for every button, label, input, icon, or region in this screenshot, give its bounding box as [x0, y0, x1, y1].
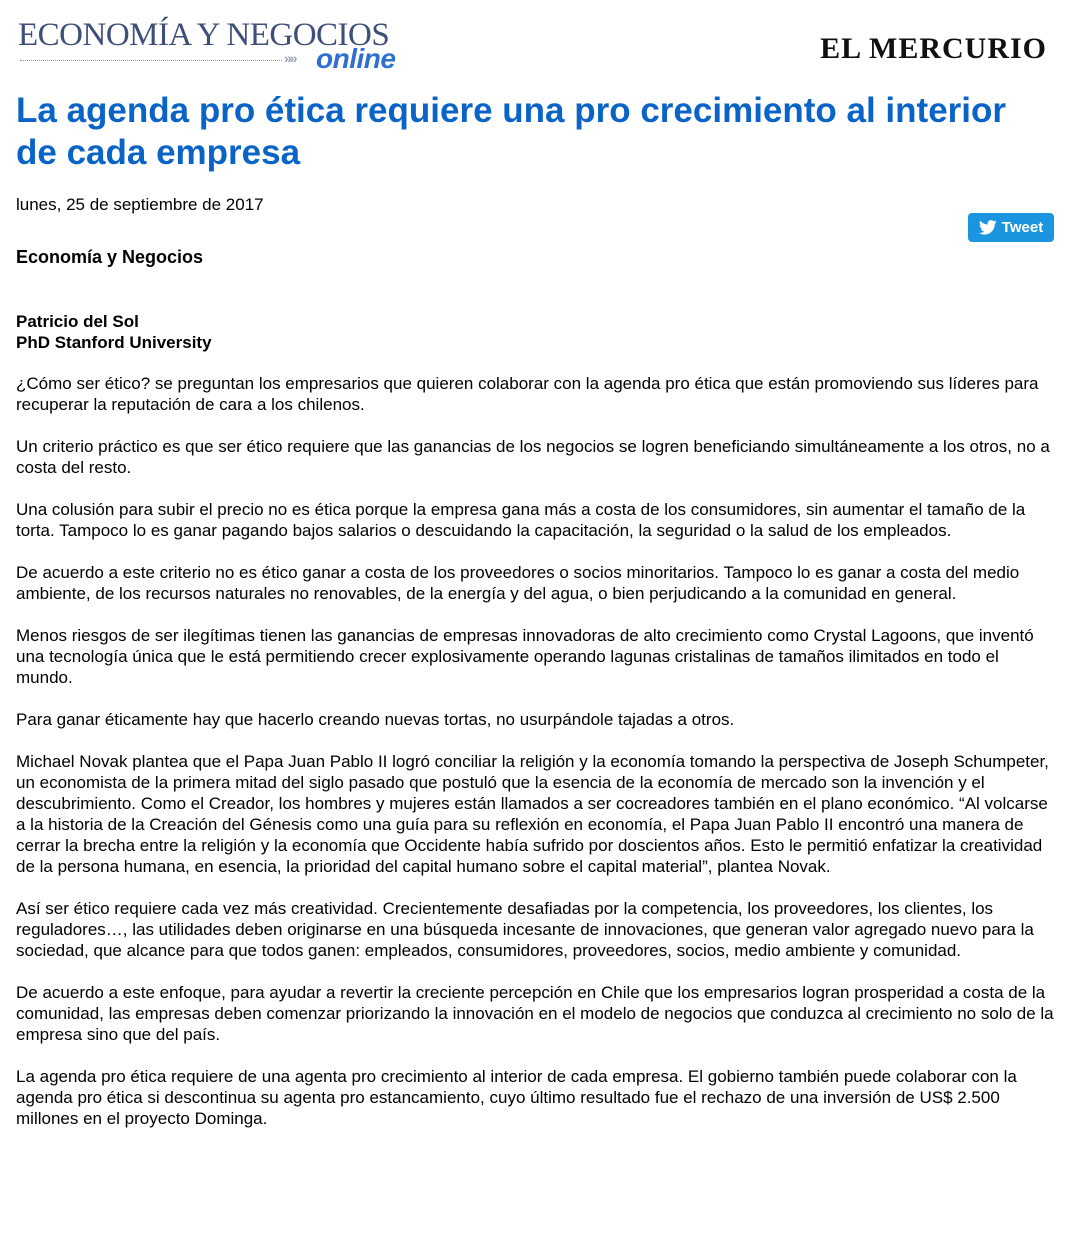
section-name: Economía y Negocios	[16, 247, 204, 267]
author-name: Patricio del Sol	[16, 312, 139, 331]
paragraph: Menos riesgos de ser ilegítimas tienen las ganancias de empresas innovadoras de alto crecimiento como Crystal Lagoons, que inventó una tecnología única que le está permitiendo crecer explosivamente operando lagunas cristalinas de tamaños ilimitados en todo el mundo.	[16, 626, 1034, 687]
logo-online-text: online	[316, 43, 396, 74]
article-title: La agenda pro ética requiere una pro crecimiento al interior de cada empresa	[16, 91, 1006, 172]
paragraph: Un criterio práctico es que ser ético requiere que las ganancias de los negocios se logren beneficiando simultáneamente a los otros, no a costa del resto.	[16, 437, 1050, 477]
author-block	[16, 311, 1056, 353]
paragraph: De acuerdo a este enfoque, para ayudar a revertir la creciente percepción en Chile que los empresarios logran prosperidad a costa de la comunidad, las empresas deben comenzar priorizando la innovación en el modelo de negocios que conduzca al crecimiento no solo de la empresa sino que del país.	[16, 983, 1054, 1044]
paragraph: Así ser ético requiere cada vez más creatividad. Crecientemente desafiadas por la competencia, los proveedores, los clientes, los reguladores…, las utilidades deben originarse en una búsqueda incesante de innovaciones, que generan valor agregado nuevo para la sociedad, que alcance para que todos ganen: empleados, consumidores, proveedores, socios, medio ambiente y comunidad.	[16, 899, 1034, 960]
masthead	[0, 0, 1067, 80]
article-date: lunes, 25 de septiembre de 2017	[16, 195, 264, 214]
article-body	[16, 373, 1056, 1129]
logo-main-text: ECONOMÍA Y NEGOCIOS	[18, 17, 390, 53]
el-mercurio-logo[interactable]: EL MERCURIO	[820, 32, 1047, 65]
economia-negocios-logo[interactable]	[18, 16, 408, 76]
paragraph: ¿Cómo ser ético? se preguntan los empresarios que quieren colaborar con la agenda pro ética que están promoviendo sus líderes para recuperar la reputación de cara a los chilenos.	[16, 374, 1039, 414]
tweet-label: Tweet	[1001, 219, 1044, 236]
paragraph: La agenda pro ética requiere de una agenta pro crecimiento al interior de cada empresa. El gobierno también puede colaborar con la agenda pro ética si descontinua su agenta pro estancamiento, cuyo último resultado fue el rechazo de una inversión de US$ 2.500 millones en el proyecto Dominga.	[16, 1067, 1017, 1128]
logo-arrows: »»	[284, 50, 296, 66]
paragraph: Una colusión para subir el precio no es ética porque la empresa gana más a costa de los consumidores, sin aumentar el tamaño de la torta. Tampoco lo es ganar pagando bajos salarios o descuidando la capacitación, la seguridad o la salud de los empleados.	[16, 500, 1026, 540]
paragraph: De acuerdo a este criterio no es ético ganar a costa de los proveedores o socios minoritarios. Tampoco lo es ganar a costa del medio ambiente, de los recursos naturales no renovables, de la energía y del agua, o bien perjudicando a la comunidad en general.	[16, 563, 1020, 603]
logo-dotted-line	[20, 60, 282, 61]
paragraph: Michael Novak plantea que el Papa Juan Pablo II logró conciliar la religión y la economía tomando la perspectiva de Joseph Schumpeter, un economista de la primera mitad del siglo pasado que postuló que la esencia de la economía de mercado son la invención y el descubrimiento. Como el Creador, los hombres y mujeres están llamados a ser cocreadores también en el plano económico. “Al volcarse a la historia de la Creación del Génesis como una guía para su reflexión en economía, el Papa Juan Pablo II encontró una manera de cerrar la brecha entre la religión y la economía que Occidente había sufrido por doscientos años. Esto le permitió enfatizar la creatividad de la persona humana, en esencia, la prioridad del capital humano sobre el capital material”, plantea Novak.	[16, 752, 1049, 876]
paragraph: Para ganar éticamente hay que hacerlo creando nuevas tortas, no usurpándole tajadas a otros.	[16, 710, 735, 729]
author-credential: PhD Stanford University	[16, 333, 212, 352]
article	[16, 90, 1056, 1150]
